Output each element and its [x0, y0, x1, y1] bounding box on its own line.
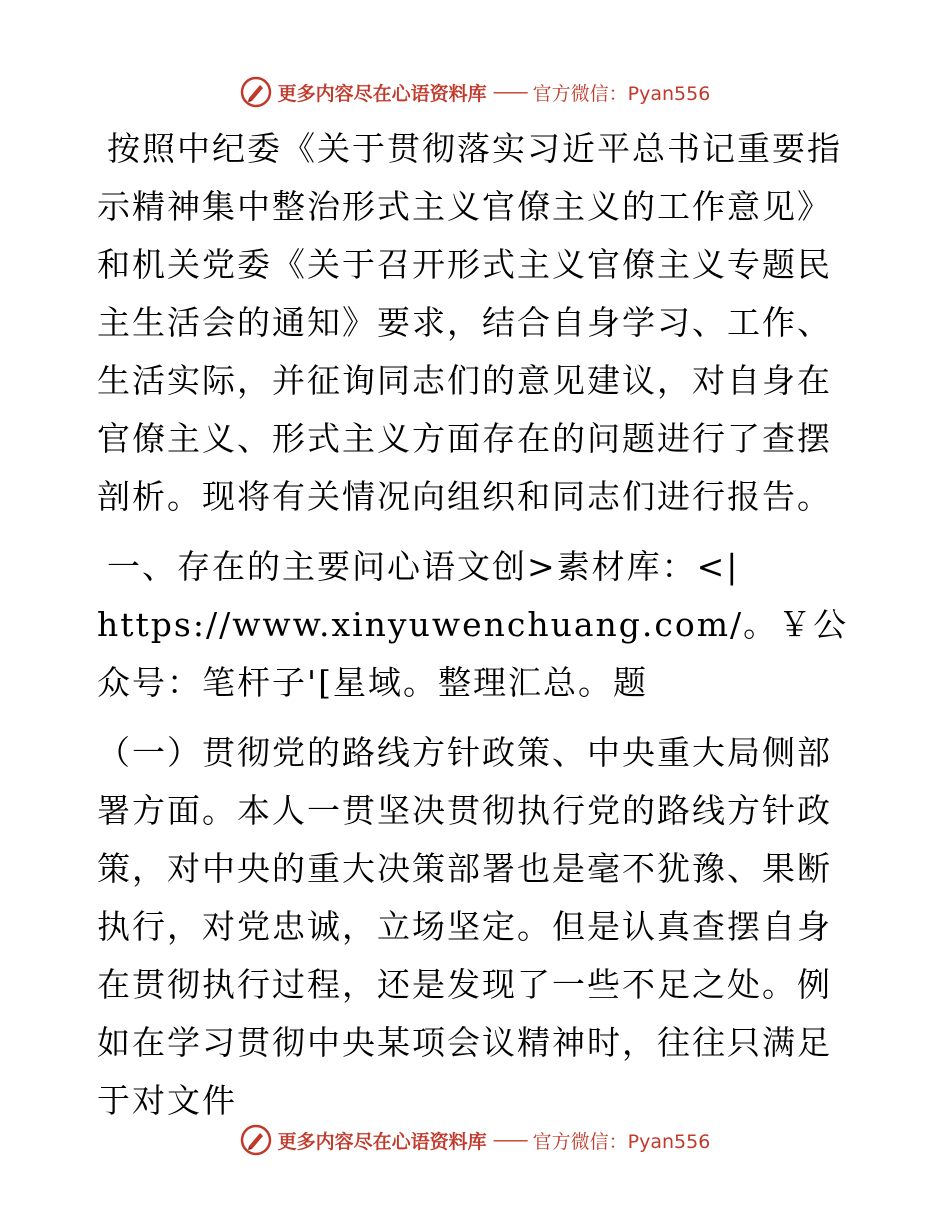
- header-contact: 官方微信：Pyan556: [532, 82, 711, 105]
- paragraph-subsection: （一）贯彻党的路线方针政策、中央重大局侧部署方面。本人一贯坚决贯彻执行党的路线方针政策，对中央的重大决策部署也是毫不犹豫、果断执行，对党忠诚，立场坚定。但是认真查摆自身在贯彻执行过程，还是发现了一些不足之处。例如在学习贯彻中央某项会议精神时，往往只满足于对文件: [97, 733, 832, 1120]
- header-dash: ——: [492, 81, 527, 103]
- footer-brand-text: 更多内容尽在心语资料库: [277, 1130, 487, 1153]
- paragraph-section-heading: 一、存在的主要问心语文创>素材库：<| https://www.xinyuwenchuang.com/。￥公众号：笔杆子'[星域。整理汇总。题: [97, 547, 849, 702]
- paragraph-intro: 按照中纪委《关于贯彻落实习近平总书记重要指示精神集中整治形式主义官僚主义的工作意见》和机关党委《关于召开形式主义官僚主义专题民主生活会的通知》要求，结合自身学习、工作、生活实际，并征询同志们的意见建议，对自身在官僚主义、形式主义方面存在的问题进行了查摆剖析。现将有关情况向组织和同志们进行报告。: [97, 129, 842, 516]
- footer-contact: 官方微信：Pyan556: [532, 1130, 711, 1153]
- footer-banner: [0, 1120, 950, 1160]
- pen-logo-icon: [240, 1124, 272, 1156]
- header-banner: [0, 72, 950, 112]
- header-brand-text: 更多内容尽在心语资料库: [277, 82, 487, 105]
- footer-dash: ——: [492, 1129, 527, 1151]
- document-body: [97, 120, 857, 1142]
- pen-logo-icon: [240, 76, 272, 108]
